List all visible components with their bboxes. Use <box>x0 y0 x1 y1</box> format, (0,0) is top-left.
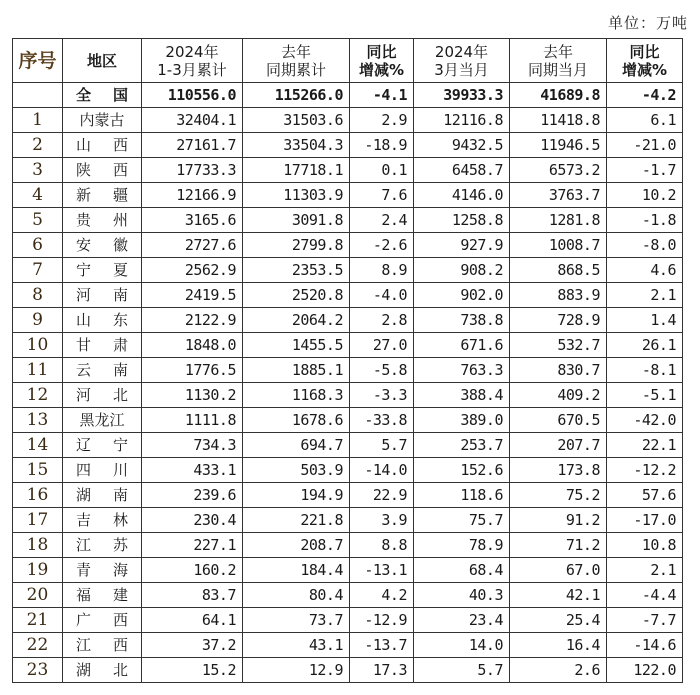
region-name: 山 西 <box>76 136 128 154</box>
mar-prev: 11946.5 <box>510 133 607 158</box>
row-index: 12 <box>13 383 63 408</box>
row-region <box>63 258 142 283</box>
cum-yoy: -2.6 <box>350 233 414 258</box>
table-row <box>13 633 683 658</box>
mar-2024: 6458.7 <box>414 158 510 183</box>
header-line1: 2024年 <box>165 42 219 61</box>
header-line2: 1-3月累计 <box>157 60 227 79</box>
table-row <box>13 308 683 333</box>
cum-prev: 80.4 <box>243 583 350 608</box>
cum-2024: 1848.0 <box>142 333 243 358</box>
cum-2024: 2419.5 <box>142 283 243 308</box>
cum-2024: 2122.9 <box>142 308 243 333</box>
region-name: 新 疆 <box>76 186 128 204</box>
cum-2024: 27161.7 <box>142 133 243 158</box>
row-index: 20 <box>13 583 63 608</box>
region-name: 全 国 <box>76 86 128 104</box>
mar-prev: 1008.7 <box>510 233 607 258</box>
row-region <box>63 358 142 383</box>
row-region <box>63 558 142 583</box>
row-region <box>63 83 142 108</box>
row-region <box>63 483 142 508</box>
cum-yoy: 8.9 <box>350 258 414 283</box>
mar-yoy: 26.1 <box>607 333 683 358</box>
header-cum-2024 <box>142 39 243 83</box>
mar-prev: 409.2 <box>510 383 607 408</box>
mar-2024: 23.4 <box>414 608 510 633</box>
table-row <box>13 433 683 458</box>
mar-yoy: 10.2 <box>607 183 683 208</box>
region-name: 内蒙古 <box>79 111 125 129</box>
cum-prev: 17718.1 <box>243 158 350 183</box>
cum-prev: 73.7 <box>243 608 350 633</box>
region-name: 四 川 <box>76 461 128 479</box>
region-name: 湖 南 <box>76 486 128 504</box>
cum-2024: 17733.3 <box>142 158 243 183</box>
row-region <box>63 108 142 133</box>
mar-prev: 71.2 <box>510 533 607 558</box>
region-name: 宁 夏 <box>76 261 128 279</box>
mar-yoy: 57.6 <box>607 483 683 508</box>
row-index: 21 <box>13 608 63 633</box>
table-row <box>13 458 683 483</box>
row-index: 18 <box>13 533 63 558</box>
row-index: 9 <box>13 308 63 333</box>
row-index: 7 <box>13 258 63 283</box>
cum-prev: 1455.5 <box>243 333 350 358</box>
mar-yoy: 10.8 <box>607 533 683 558</box>
header-line2: 3月当月 <box>434 60 489 79</box>
cum-yoy: 0.1 <box>350 158 414 183</box>
cum-yoy: 5.7 <box>350 433 414 458</box>
mar-prev: 25.4 <box>510 608 607 633</box>
cum-prev: 221.8 <box>243 508 350 533</box>
cum-yoy: -13.7 <box>350 633 414 658</box>
mar-2024: 389.0 <box>414 408 510 433</box>
mar-2024: 1258.8 <box>414 208 510 233</box>
region-name: 江 西 <box>76 636 128 654</box>
mar-2024: 78.9 <box>414 533 510 558</box>
header-row <box>13 39 683 83</box>
row-index: 23 <box>13 658 63 683</box>
mar-2024: 5.7 <box>414 658 510 683</box>
cum-yoy: 8.8 <box>350 533 414 558</box>
mar-2024: 39933.3 <box>414 83 510 108</box>
cum-yoy: -18.9 <box>350 133 414 158</box>
table-row <box>13 233 683 258</box>
cum-yoy: 3.9 <box>350 508 414 533</box>
cum-prev: 115266.0 <box>243 83 350 108</box>
mar-2024: 671.6 <box>414 333 510 358</box>
table-row <box>13 133 683 158</box>
cum-prev: 12.9 <box>243 658 350 683</box>
row-region <box>63 458 142 483</box>
cum-prev: 184.4 <box>243 558 350 583</box>
mar-yoy: 2.1 <box>607 558 683 583</box>
table-row <box>13 608 683 633</box>
cum-2024: 160.2 <box>142 558 243 583</box>
region-name: 吉 林 <box>76 511 128 529</box>
mar-prev: 91.2 <box>510 508 607 533</box>
mar-prev: 1281.8 <box>510 208 607 233</box>
cum-2024: 433.1 <box>142 458 243 483</box>
region-name: 广 西 <box>76 611 128 629</box>
mar-yoy: -5.1 <box>607 383 683 408</box>
mar-prev: 670.5 <box>510 408 607 433</box>
cum-2024: 12166.9 <box>142 183 243 208</box>
mar-2024: 68.4 <box>414 558 510 583</box>
table-row <box>13 258 683 283</box>
mar-2024: 253.7 <box>414 433 510 458</box>
mar-prev: 16.4 <box>510 633 607 658</box>
mar-yoy: 22.1 <box>607 433 683 458</box>
header-mar-2024 <box>414 39 510 83</box>
header-line2: 增减% <box>621 60 668 79</box>
region-name: 甘 肃 <box>76 336 128 354</box>
row-region <box>63 233 142 258</box>
cum-yoy: 2.8 <box>350 308 414 333</box>
region-name: 山 东 <box>76 311 128 329</box>
cum-yoy: -4.1 <box>350 83 414 108</box>
row-index: 15 <box>13 458 63 483</box>
header-line2: 增减% <box>358 60 405 79</box>
cum-prev: 503.9 <box>243 458 350 483</box>
mar-prev: 67.0 <box>510 558 607 583</box>
cum-yoy: 2.4 <box>350 208 414 233</box>
cum-yoy: -5.8 <box>350 358 414 383</box>
table-row <box>13 558 683 583</box>
cum-2024: 64.1 <box>142 608 243 633</box>
header-index <box>13 39 63 83</box>
mar-2024: 152.6 <box>414 458 510 483</box>
region-name: 安 徽 <box>76 236 128 254</box>
row-index: 19 <box>13 558 63 583</box>
table-row <box>13 383 683 408</box>
mar-yoy: 4.6 <box>607 258 683 283</box>
cum-prev: 3091.8 <box>243 208 350 233</box>
row-index <box>13 83 63 108</box>
row-region <box>63 308 142 333</box>
region-name: 云 南 <box>76 361 128 379</box>
mar-2024: 14.0 <box>414 633 510 658</box>
cum-prev: 43.1 <box>243 633 350 658</box>
region-name: 湖 北 <box>76 661 128 679</box>
table-row <box>13 533 683 558</box>
cum-prev: 31503.6 <box>243 108 350 133</box>
row-region <box>63 208 142 233</box>
mar-2024: 738.8 <box>414 308 510 333</box>
mar-prev: 868.5 <box>510 258 607 283</box>
header-region <box>63 39 142 83</box>
mar-prev: 42.1 <box>510 583 607 608</box>
mar-yoy: -8.1 <box>607 358 683 383</box>
cum-prev: 2353.5 <box>243 258 350 283</box>
cum-2024: 230.4 <box>142 508 243 533</box>
cum-prev: 1885.1 <box>243 358 350 383</box>
cum-prev: 1168.3 <box>243 383 350 408</box>
cum-2024: 1130.2 <box>142 383 243 408</box>
cum-yoy: 7.6 <box>350 183 414 208</box>
cum-2024: 239.6 <box>142 483 243 508</box>
table-row <box>13 158 683 183</box>
row-index: 11 <box>13 358 63 383</box>
mar-prev: 830.7 <box>510 358 607 383</box>
mar-2024: 12116.8 <box>414 108 510 133</box>
region-name: 河 南 <box>76 286 128 304</box>
row-region <box>63 408 142 433</box>
mar-prev: 173.8 <box>510 458 607 483</box>
row-region <box>63 283 142 308</box>
mar-2024: 9432.5 <box>414 133 510 158</box>
table-row <box>13 508 683 533</box>
unit-label: 单位：万吨 <box>607 14 688 32</box>
row-region <box>63 608 142 633</box>
region-name: 福 建 <box>76 586 128 604</box>
region-name: 辽 宁 <box>76 436 128 454</box>
cum-2024: 734.3 <box>142 433 243 458</box>
row-region <box>63 658 142 683</box>
row-region <box>63 583 142 608</box>
cum-yoy: -33.8 <box>350 408 414 433</box>
cum-prev: 1678.6 <box>243 408 350 433</box>
row-region <box>63 133 142 158</box>
table-row <box>13 333 683 358</box>
mar-2024: 388.4 <box>414 383 510 408</box>
mar-2024: 908.2 <box>414 258 510 283</box>
mar-yoy: -12.2 <box>607 458 683 483</box>
cum-2024: 15.2 <box>142 658 243 683</box>
table-row <box>13 483 683 508</box>
mar-yoy: -17.0 <box>607 508 683 533</box>
row-region <box>63 158 142 183</box>
row-region <box>63 383 142 408</box>
region-name: 黑龙江 <box>79 411 125 429</box>
mar-2024: 40.3 <box>414 583 510 608</box>
table-row <box>13 583 683 608</box>
mar-prev: 883.9 <box>510 283 607 308</box>
cum-yoy: 2.9 <box>350 108 414 133</box>
row-region <box>63 633 142 658</box>
table-row <box>13 358 683 383</box>
cum-prev: 208.7 <box>243 533 350 558</box>
mar-yoy: 122.0 <box>607 658 683 683</box>
header-cum-prev <box>243 39 350 83</box>
header-region-label: 地区 <box>86 51 117 70</box>
cum-yoy: 4.2 <box>350 583 414 608</box>
mar-yoy: -7.7 <box>607 608 683 633</box>
cum-yoy: 27.0 <box>350 333 414 358</box>
row-region <box>63 533 142 558</box>
mar-yoy: 6.1 <box>607 108 683 133</box>
cum-2024: 227.1 <box>142 533 243 558</box>
mar-yoy: -8.0 <box>607 233 683 258</box>
row-index: 1 <box>13 108 63 133</box>
row-index: 6 <box>13 233 63 258</box>
row-index: 22 <box>13 633 63 658</box>
cum-yoy: 22.9 <box>350 483 414 508</box>
mar-2024: 118.6 <box>414 483 510 508</box>
region-name: 江 苏 <box>76 536 128 554</box>
header-line1: 去年 <box>280 42 311 61</box>
region-name: 贵 州 <box>76 211 128 229</box>
cum-prev: 11303.9 <box>243 183 350 208</box>
region-name: 青 海 <box>76 561 128 579</box>
header-cum-yoy <box>350 39 414 83</box>
cum-2024: 32404.1 <box>142 108 243 133</box>
header-line2: 同期当月 <box>527 60 588 79</box>
row-index: 10 <box>13 333 63 358</box>
row-index: 14 <box>13 433 63 458</box>
mar-yoy: 1.4 <box>607 308 683 333</box>
row-region <box>63 333 142 358</box>
header-line1: 2024年 <box>434 42 489 61</box>
table-row <box>13 283 683 308</box>
mar-yoy: 2.1 <box>607 283 683 308</box>
cum-2024: 3165.6 <box>142 208 243 233</box>
cum-2024: 1111.8 <box>142 408 243 433</box>
mar-prev: 728.9 <box>510 308 607 333</box>
table-row <box>13 183 683 208</box>
table-row <box>13 408 683 433</box>
row-index: 16 <box>13 483 63 508</box>
cum-prev: 2799.8 <box>243 233 350 258</box>
table-row <box>13 208 683 233</box>
mar-2024: 902.0 <box>414 283 510 308</box>
header-index-label: 序号 <box>18 49 57 72</box>
row-region <box>63 183 142 208</box>
row-index: 3 <box>13 158 63 183</box>
mar-2024: 927.9 <box>414 233 510 258</box>
header-mar-prev <box>510 39 607 83</box>
coal-output-table <box>12 38 683 683</box>
row-index: 13 <box>13 408 63 433</box>
cum-yoy: -13.1 <box>350 558 414 583</box>
header-line2: 同期累计 <box>265 60 326 79</box>
table-row <box>13 658 683 683</box>
row-index: 5 <box>13 208 63 233</box>
mar-prev: 532.7 <box>510 333 607 358</box>
total-row <box>13 83 683 108</box>
row-index: 8 <box>13 283 63 308</box>
header-mar-yoy <box>607 39 683 83</box>
row-index: 17 <box>13 508 63 533</box>
mar-2024: 75.7 <box>414 508 510 533</box>
cum-prev: 694.7 <box>243 433 350 458</box>
mar-yoy: -21.0 <box>607 133 683 158</box>
cum-yoy: -4.0 <box>350 283 414 308</box>
cum-prev: 2520.8 <box>243 283 350 308</box>
cum-yoy: -3.3 <box>350 383 414 408</box>
row-region <box>63 508 142 533</box>
header-line1: 去年 <box>542 42 573 61</box>
mar-yoy: -14.6 <box>607 633 683 658</box>
cum-2024: 1776.5 <box>142 358 243 383</box>
cum-2024: 2562.9 <box>142 258 243 283</box>
mar-2024: 763.3 <box>414 358 510 383</box>
mar-prev: 2.6 <box>510 658 607 683</box>
cum-prev: 33504.3 <box>243 133 350 158</box>
mar-yoy: -42.0 <box>607 408 683 433</box>
row-region <box>63 433 142 458</box>
cum-2024: 37.2 <box>142 633 243 658</box>
region-name: 陕 西 <box>76 161 128 179</box>
cum-prev: 194.9 <box>243 483 350 508</box>
mar-prev: 41689.8 <box>510 83 607 108</box>
mar-2024: 4146.0 <box>414 183 510 208</box>
mar-yoy: -1.8 <box>607 208 683 233</box>
cum-yoy: -12.9 <box>350 608 414 633</box>
mar-prev: 3763.7 <box>510 183 607 208</box>
header-line1: 同比 <box>366 42 397 61</box>
cum-yoy: -14.0 <box>350 458 414 483</box>
row-index: 2 <box>13 133 63 158</box>
row-index: 4 <box>13 183 63 208</box>
cum-yoy: 17.3 <box>350 658 414 683</box>
region-name: 河 北 <box>76 386 128 404</box>
mar-yoy: -4.2 <box>607 83 683 108</box>
header-line1: 同比 <box>629 42 660 61</box>
mar-prev: 11418.8 <box>510 108 607 133</box>
cum-2024: 2727.6 <box>142 233 243 258</box>
mar-yoy: -4.4 <box>607 583 683 608</box>
mar-yoy: -1.7 <box>607 158 683 183</box>
cum-prev: 2064.2 <box>243 308 350 333</box>
cum-2024: 83.7 <box>142 583 243 608</box>
cum-2024: 110556.0 <box>142 83 243 108</box>
table-row <box>13 108 683 133</box>
mar-prev: 207.7 <box>510 433 607 458</box>
mar-prev: 75.2 <box>510 483 607 508</box>
mar-prev: 6573.2 <box>510 158 607 183</box>
